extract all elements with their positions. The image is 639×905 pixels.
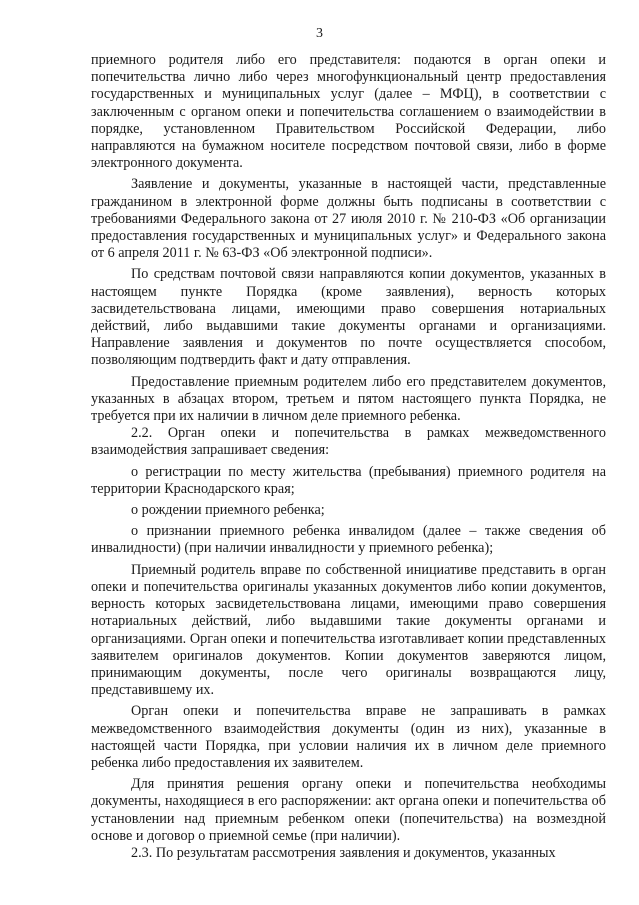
list-item-disability: о признании приемного ребенка инвалидом (далее – также сведения об инвалидности) (при наличии инвалидности у приемного ребенка); bbox=[91, 523, 606, 557]
paragraph-own-initiative: Приемный родитель вправе по собственной инициативе представить в орган опеки и попечительства оригиналы указанных документов либо копии документов, верность которых засвидетельствована лицами, имеющими право совершения нотариальных действий, либо выдавшими такие документы органами и организациями. Орган опеки и попечительства изготавливает копии представленных заявителем оригиналов документов. Копии документов заверяются лицом, принимающим документы, после чего оригиналы возвращаются лицу, представившему их. bbox=[91, 561, 606, 699]
document-body bbox=[91, 52, 606, 862]
page-number: 3 bbox=[316, 26, 323, 41]
paragraph-no-request: Орган опеки и попечительства вправе не запрашивать в рамках межведомственного взаимодействия документы (один из них), указанные в настоящей части Порядка, при условии наличия их в личном деле приемного ребенка либо предоставления их заявителем. bbox=[91, 703, 606, 771]
paragraph-decision-documents: Для принятия решения органу опеки и попечительства необходимы документы, находящиеся в его распоряжении: акт органа опеки и попечительства об установлении над приемным ребенком опеки (попечительства) на возмездной основе и договор о приемной семье (при наличии). bbox=[91, 776, 606, 844]
list-item-registration: о регистрации по месту жительства (пребывания) приемного родителя на территории Краснодарского края; bbox=[91, 463, 606, 497]
paragraph-electronic-signature: Заявление и документы, указанные в настоящей части, представленные гражданином в электронной форме должны быть подписаны в соответствии с требованиями Федерального закона от 27 июля 2010 г. № 210-ФЗ «Об организации предоставления государственных и муниципальных услуг» и Федерального закона от 6 апреля 2011 г. № 63-ФЗ «Об электронной подписи». bbox=[91, 176, 606, 262]
paragraph-continuation: приемного родителя либо его представителя: подаются в орган опеки и попечительства лично либо через многофункциональный центр предоставления государственных и муниципальных услуг (далее – МФЦ), в соответствии с заключенным с органом опеки и попечительства соглашением о взаимодействии в порядке, установленном Правительством Российской Федерации, либо направляются на бумажном носителе посредством почтовой связи, либо в форме электронного документа. bbox=[91, 52, 606, 172]
paragraph-section-2-2: 2.2. Орган опеки и попечительства в рамках межведомственного взаимодействия запрашивает сведения: bbox=[91, 425, 606, 459]
paragraph-postal-delivery: По средствам почтовой связи направляются копии документов, указанных в настоящем пункте Порядка (кроме заявления), верность которых засвидетельствована лицами, имеющими право совершения нотариальных действий, либо выдавшими такие документы органами и организациями. Направление заявления и документов по почте осуществляется способом, позволяющим подтвердить факт и дату отправления. bbox=[91, 266, 606, 369]
paragraph-section-2-3: 2.3. По результатам рассмотрения заявления и документов, указанных bbox=[131, 844, 556, 861]
list-item-birth: о рождении приемного ребенка; bbox=[131, 502, 325, 519]
paragraph-personal-file: Предоставление приемным родителем либо его представителем документов, указанных в абзацах втором, третьем и пятом настоящего пункта Порядка, не требуется при их наличии в личном деле приемного ребенка. bbox=[91, 373, 606, 425]
